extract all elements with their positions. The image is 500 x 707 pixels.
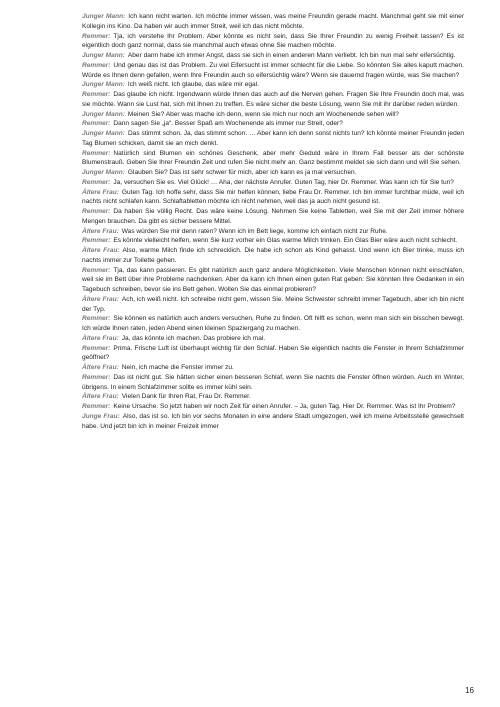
speaker-label: Remmer: xyxy=(82,373,111,381)
dialogue-text: Natürlich sind Blumen ein schönes Geschenk, aber mehr Geduld wäre in Ihrem Fall besser als der schönste Blumenstrauß. Geben Sie Ihrer Freundin Zeit und rufen Sie nicht mehr an. Ganz bestimmt meldet sie sich dann und will Sie sehen. xyxy=(82,149,464,167)
dialogue-text: Tja, ich verstehe Ihr Problem. Aber könnte es nicht sein, dass Sie Ihrer Freundin zu wenig Freiheit lassen? Es ist eigentlich doch ganz normal, dass sie manchmal auch etwas ohne Sie machen möchte. xyxy=(82,32,464,50)
dialogue-text: Prima. Frische Luft ist überhaupt wichtig für den Schlaf. Haben Sie eigentlich nachts die Fenster in Ihrem Schlafzimmer geöffnet? xyxy=(82,344,464,362)
dialogue-text: Ja, das könnte ich machen. Das probiere ich mal. xyxy=(121,334,266,342)
dialogue-transcript xyxy=(82,12,464,431)
dialogue-line xyxy=(82,178,464,188)
dialogue-text: Glauben Sie? Das ist sehr schwer für mich, aber ich kann es ja mal versuchen. xyxy=(127,169,357,176)
dialogue-line xyxy=(82,295,464,315)
speaker-label: Remmer: xyxy=(82,208,111,215)
dialogue-text: Das stimmt schon. Ja, das stimmt schon. … Aber kann ich denn sonst nichts tun? Ich könnte meiner Freundin jeden Tag Blumen schicken, damit sie an mich denkt. xyxy=(82,130,464,147)
speaker-label: Remmer: xyxy=(82,120,111,128)
speaker-label: Remmer: xyxy=(82,315,111,323)
dialogue-text: Ich kann nicht warten. Ich möchte immer wissen, was meine Freundin gerade macht. Manchmal geht sie mit einer Kollegin ins Kino. Da haben wir auch immer Streit, weil ich das nicht möchte. xyxy=(82,13,464,30)
dialogue-line xyxy=(82,227,464,237)
dialogue-line xyxy=(82,392,464,402)
speaker-label: Junge Frau: xyxy=(82,412,120,420)
dialogue-line xyxy=(82,236,464,246)
dialogue-line xyxy=(82,32,464,52)
speaker-label: Remmer: xyxy=(82,403,111,410)
speaker-label: Ältere Frau: xyxy=(82,393,119,401)
dialogue-line xyxy=(82,363,464,373)
dialogue-line xyxy=(82,12,464,32)
dialogue-text: Tja, das kann passieren. Es gibt natürlich auch ganz andere Möglichkeiten. Viele Menschen können nicht einschlafen, weil sie im Bett über ihre Probleme nachdenken. Aber da kann ich Ihnen einen guten Rat geben: Sie könnten Ihre Gedanken in ein Tagebuch schreiben, bevor sie ins Bett gehen. Wollen Sie das einmal probieren? xyxy=(82,266,464,293)
dialogue-line xyxy=(82,266,464,295)
dialogue-text: Ja, versuchen Sie es. Viel Glück! … Aha, der nächste Anrufer. Guten Tag, hier Dr. Remmer. Was kann ich für Sie tun? xyxy=(113,178,454,186)
dialogue-text: Guten Tag. Ich hoffe sehr, dass Sie mir helfen können, liebe Frau Dr. Remmer. Ich bin immer furchtbar müde, weil ich nachts nicht schlafen kann. Schlaftabletten möchte ich nicht nehmen, weil das ja auch nicht gesund ist. xyxy=(82,188,464,206)
dialogue-line xyxy=(82,207,464,227)
speaker-label: Junger Mann: xyxy=(82,130,125,137)
speaker-label: Junger Mann: xyxy=(82,81,125,89)
dialogue-line xyxy=(82,314,464,334)
dialogue-line xyxy=(82,412,464,432)
dialogue-text: Da haben Sie völlig Recht. Das wäre keine Lösung. Nehmen Sie keine Tabletten, weil Sie mit der Zeit immer höhere Mengen brauchen. Da gibt es sicher bessere Mittel. xyxy=(82,208,464,225)
speaker-label: Ältere Frau: xyxy=(82,295,119,303)
dialogue-text: Was würden Sie mir denn raten? Wenn ich im Bett liege, komme ich einfach nicht zur Ruhe. xyxy=(121,227,388,235)
dialogue-text: Ich weiß nicht. Ich glaube, das wäre mir egal. xyxy=(127,81,259,89)
speaker-label: Remmer: xyxy=(82,178,111,186)
dialogue-line xyxy=(82,119,464,129)
dialogue-text: Also, das ist so. Ich bin vor sechs Monaten in eine andere Stadt umgezogen, weil ich meine Arbeitsstelle gewechselt habe. Und jetzt bin ich in meiner Freizeit immer xyxy=(82,412,464,430)
dialogue-line xyxy=(82,80,464,90)
dialogue-line xyxy=(82,344,464,364)
speaker-label: Ältere Frau: xyxy=(82,364,119,371)
dialogue-text: Keine Ursache. So jetzt haben wir noch Zeit für einen Anrufer. – Ja, guten Tag. Hier Dr. Remmer. Was ist Ihr Problem? xyxy=(113,403,456,410)
speaker-label: Junger Mann: xyxy=(82,169,125,176)
dialogue-line xyxy=(82,402,464,412)
dialogue-text: Vielen Dank für Ihren Rat, Frau Dr. Remmer. xyxy=(121,393,251,401)
dialogue-line xyxy=(82,149,464,169)
dialogue-text: Es könnte vielleicht helfen, wenn Sie kurz vorher ein Glas warme Milch trinken. Ein Glas Bier wäre auch nicht schlecht. xyxy=(113,237,458,245)
dialogue-text: Das ist nicht gut. Sie hätten sicher einen besseren Schlaf, wenn Sie nachts die Fenster öffnen würden. Auch im Winter, übrigens. In einem Schlafzimmer sollte es immer kühl sein. xyxy=(82,373,464,391)
speaker-label: Remmer: xyxy=(82,32,111,40)
speaker-label: Remmer: xyxy=(82,91,111,98)
speaker-label: Ältere Frau: xyxy=(82,227,119,235)
dialogue-text: Das glaube ich nicht. Irgendwann würde Ihnen das auch auf die Nerven gehen. Fragen Sie Ihre Freundin doch mal, was sie möchte. Wann sie Lust hat, sich mit Ihnen zu treffen. Es wäre sicher die beste Lösung, wenn Sie mit ihr darüber reden würden. xyxy=(82,91,464,108)
dialogue-text: Sie können es natürlich auch anders versuchen, Ruhe zu finden. Oft hilft es schon, wenn man sich ein bisschen bewegt. Ich würde Ihnen raten, jeden Abend einen kleinen Spaziergang zu machen. xyxy=(82,315,464,332)
dialogue-line xyxy=(82,90,464,110)
dialogue-text: Also, warme Milch finde ich schrecklich. Die habe ich schon als Kind gehasst. Und wenn ich Bier trinke, muss ich nachts immer zur Toilette gehen. xyxy=(82,247,465,264)
speaker-label: Remmer: xyxy=(82,344,111,352)
speaker-label: Ältere Frau: xyxy=(82,188,119,196)
dialogue-line xyxy=(82,61,464,81)
speaker-label: Remmer: xyxy=(82,237,111,245)
speaker-label: Remmer: xyxy=(82,266,111,274)
dialogue-line xyxy=(82,51,464,61)
dialogue-text: Aber dann habe ich immer Angst, dass sie sich in einen anderen Mann verliebt. Ich bin nun mal sehr eifersüchtig. xyxy=(127,52,456,59)
dialogue-line xyxy=(82,129,464,149)
speaker-label: Ältere Frau: xyxy=(82,334,119,342)
dialogue-line xyxy=(82,188,464,208)
dialogue-text: Nein, ich mache die Fenster immer zu. xyxy=(121,364,234,371)
speaker-label: Remmer: xyxy=(82,149,111,157)
dialogue-line xyxy=(82,110,464,120)
dialogue-line xyxy=(82,246,464,266)
dialogue-text: Ach, ich weiß nicht. Ich schreibe nicht gern, wissen Sie. Meine Schwester schreibt immer Tagebuch, aber ich bin nicht der Typ. xyxy=(82,295,464,313)
dialogue-text: Meinen Sie? Aber was mache ich denn, wenn sie mich nur noch am Wochenende sehen will? xyxy=(127,110,399,118)
speaker-label: Junger Mann: xyxy=(82,13,126,20)
speaker-label: Ältere Frau: xyxy=(82,247,120,254)
dialogue-text: Und genau das ist das Problem. Zu viel Eifersucht ist immer schlecht für die Liebe. So könnten Sie alles kaputt machen. Würde es Ihnen denn gefallen, wenn Ihre Freundin auch so eifersüchtig wäre? Wenn sie dauernd fragen würde, was Sie machen? xyxy=(82,61,464,79)
dialogue-line xyxy=(82,334,464,344)
dialogue-line xyxy=(82,168,464,178)
dialogue-text: Dann sagen Sie „ja“. Besser Spaß am Wochenende als immer nur Streit, oder? xyxy=(113,120,343,128)
speaker-label: Junger Mann: xyxy=(82,110,125,118)
speaker-label: Junger Mann: xyxy=(82,52,125,59)
speaker-label: Remmer: xyxy=(82,61,111,69)
page-number: 16 xyxy=(465,686,474,695)
dialogue-line xyxy=(82,373,464,393)
